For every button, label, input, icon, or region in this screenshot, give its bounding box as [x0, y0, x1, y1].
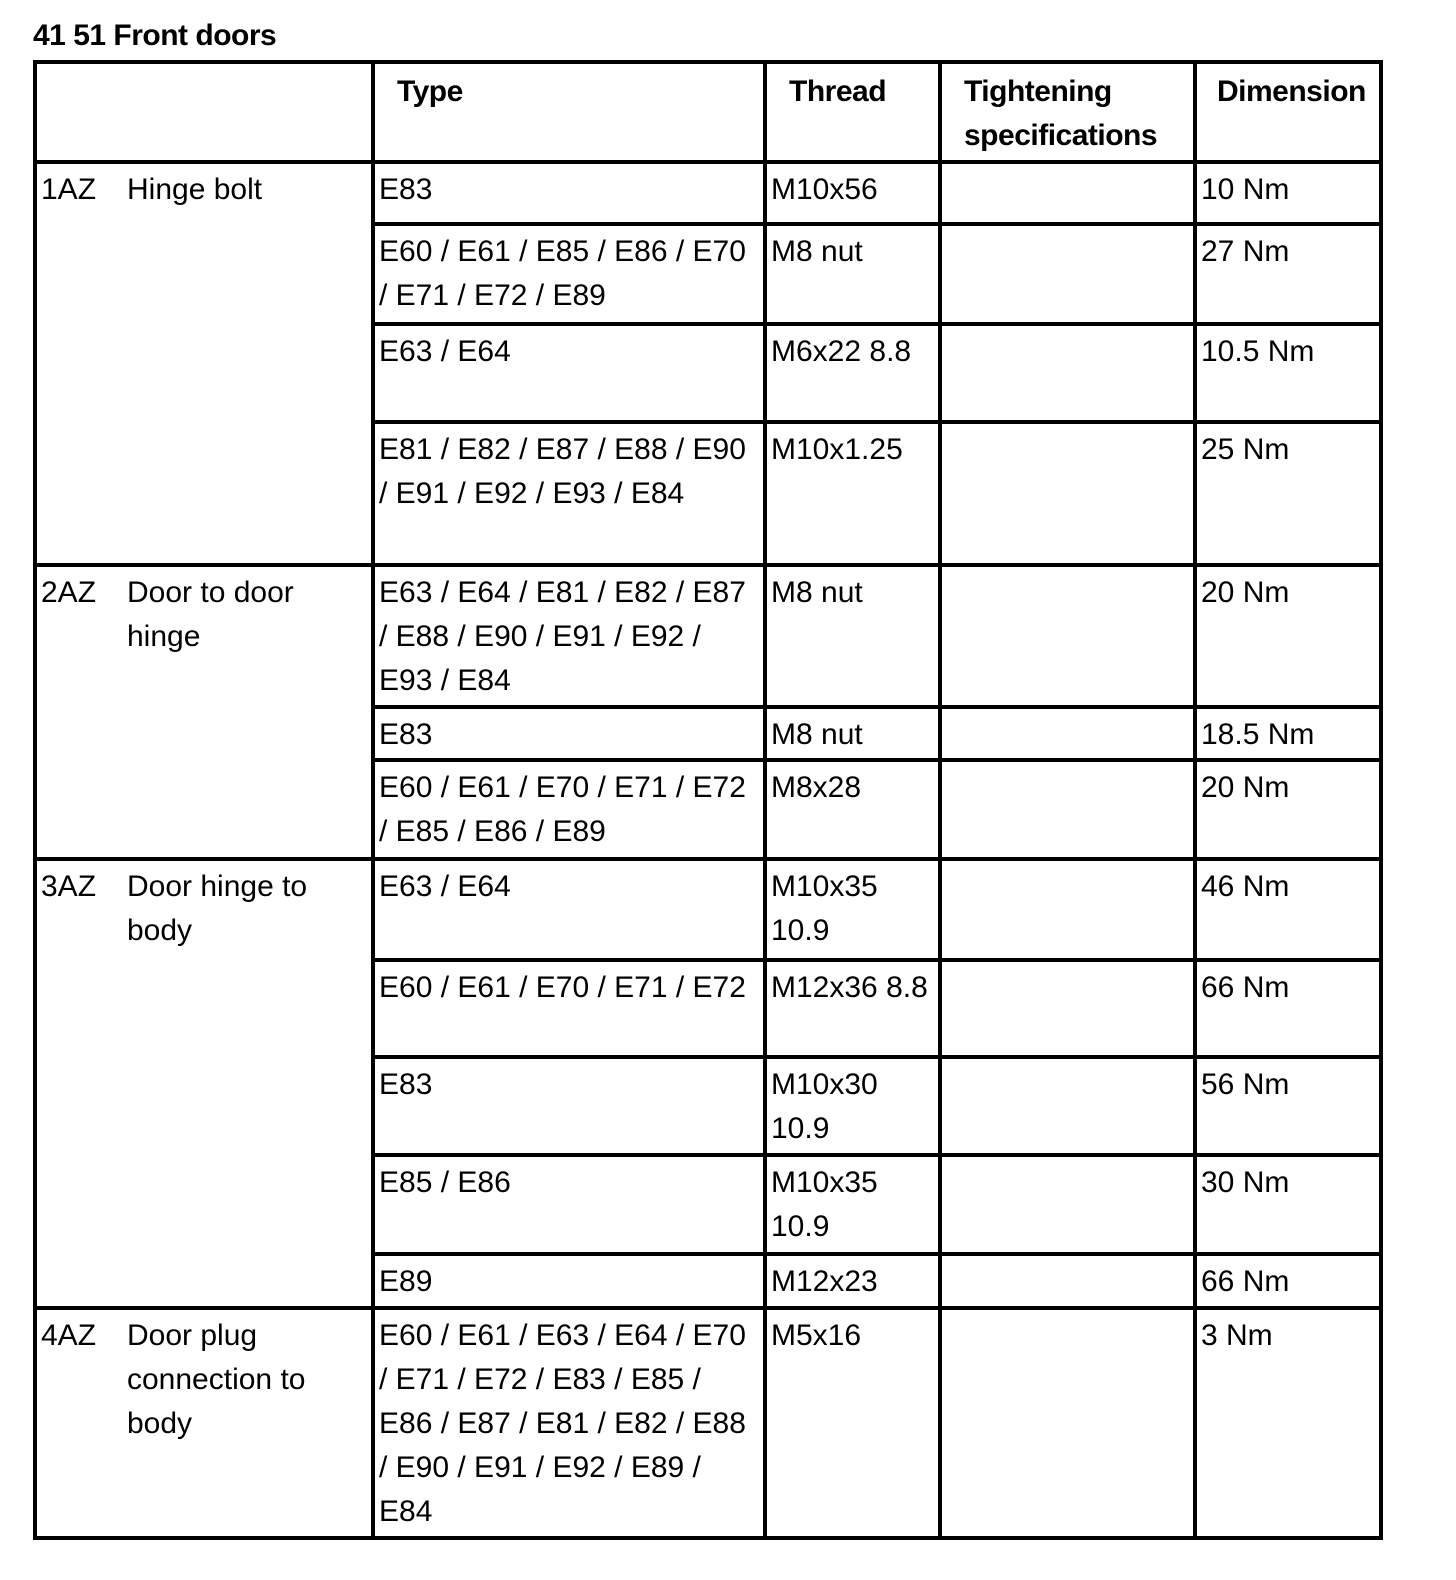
table-body	[35, 162, 1381, 1538]
thread-cell: M10x56	[765, 162, 940, 224]
table-row	[35, 859, 1381, 960]
thread-cell: M10x35 10.9	[765, 859, 940, 960]
table-row	[35, 162, 1381, 224]
type-cell: E83	[373, 707, 765, 760]
tightening-cell	[940, 707, 1195, 760]
type-cell: E83	[373, 1057, 765, 1155]
dimension-cell: 20 Nm	[1195, 565, 1381, 707]
thread-cell: M12x23	[765, 1254, 940, 1308]
header-group	[35, 62, 373, 162]
type-cell: E60 / E61 / E63 / E64 / E70 / E71 / E72 / E83 / E85 / E86 / E87 / E81 / E82 / E88 / E90 / E91 / E92 / E89 / E84	[373, 1308, 765, 1538]
dimension-cell: 66 Nm	[1195, 1254, 1381, 1308]
thread-cell: M8 nut	[765, 707, 940, 760]
type-cell: E85 / E86	[373, 1155, 765, 1254]
thread-cell: M10x30 10.9	[765, 1057, 940, 1155]
table-row	[35, 565, 1381, 707]
group-cell	[35, 859, 373, 1308]
group-cell	[35, 162, 373, 565]
group-label	[41, 865, 367, 953]
type-cell: E63 / E64 / E81 / E82 / E87 / E88 / E90 / E91 / E92 / E93 / E84	[373, 565, 765, 707]
type-cell: E83	[373, 162, 765, 224]
group-label	[41, 571, 367, 659]
dimension-cell: 56 Nm	[1195, 1057, 1381, 1155]
tightening-cell	[940, 1308, 1195, 1538]
dimension-cell: 25 Nm	[1195, 422, 1381, 565]
torque-spec-table	[33, 60, 1383, 1540]
group-code: 3AZ	[41, 870, 97, 903]
type-cell: E89	[373, 1254, 765, 1308]
dimension-cell: 66 Nm	[1195, 960, 1381, 1057]
dimension-cell: 18.5 Nm	[1195, 707, 1381, 760]
dimension-cell: 30 Nm	[1195, 1155, 1381, 1254]
header-type: Type	[373, 62, 765, 162]
table-header	[35, 62, 1381, 162]
group-description: Door to door hinge	[127, 576, 294, 653]
type-cell: E63 / E64	[373, 859, 765, 960]
table-row	[35, 1308, 1381, 1538]
thread-cell: M6x22 8.8	[765, 324, 940, 422]
dimension-cell: 10.5 Nm	[1195, 324, 1381, 422]
group-cell	[35, 565, 373, 859]
tightening-cell	[940, 162, 1195, 224]
thread-cell: M8 nut	[765, 224, 940, 324]
group-label	[41, 1314, 367, 1446]
tightening-cell	[940, 565, 1195, 707]
tightening-cell	[940, 760, 1195, 859]
group-description: Hinge bolt	[127, 173, 263, 206]
type-cell: E60 / E61 / E70 / E71 / E72	[373, 960, 765, 1057]
tightening-cell	[940, 960, 1195, 1057]
thread-cell: M12x36 8.8	[765, 960, 940, 1057]
thread-cell: M10x35 10.9	[765, 1155, 940, 1254]
header-thread: Thread	[765, 62, 940, 162]
thread-cell: M10x1.25	[765, 422, 940, 565]
type-cell: E60 / E61 / E85 / E86 / E70 / E71 / E72 / E89	[373, 224, 765, 324]
header-row	[35, 62, 1381, 162]
tightening-cell	[940, 324, 1195, 422]
dimension-cell: 3 Nm	[1195, 1308, 1381, 1538]
type-cell: E81 / E82 / E87 / E88 / E90 / E91 / E92 / E93 / E84	[373, 422, 765, 565]
group-description: Door plug connection to body	[127, 1319, 306, 1440]
tightening-cell	[940, 422, 1195, 565]
group-label	[41, 168, 367, 212]
tightening-cell	[940, 1155, 1195, 1254]
dimension-cell: 20 Nm	[1195, 760, 1381, 859]
group-code: 1AZ	[41, 173, 97, 206]
type-cell: E63 / E64	[373, 324, 765, 422]
thread-cell: M8x28	[765, 760, 940, 859]
group-description: Door hinge to body	[127, 870, 308, 947]
tightening-cell	[940, 1254, 1195, 1308]
type-cell: E60 / E61 / E70 / E71 / E72 / E85 / E86 / E89	[373, 760, 765, 859]
header-tightening: Tightening specifications	[940, 62, 1195, 162]
thread-cell: M8 nut	[765, 565, 940, 707]
tightening-cell	[940, 1057, 1195, 1155]
group-cell	[35, 1308, 373, 1538]
page-title: 41 51 Front doors	[33, 19, 277, 52]
header-dimension: Dimension	[1195, 62, 1381, 162]
tightening-cell	[940, 224, 1195, 324]
group-code: 4AZ	[41, 1319, 97, 1352]
group-code: 2AZ	[41, 576, 97, 609]
thread-cell: M5x16	[765, 1308, 940, 1538]
dimension-cell: 10 Nm	[1195, 162, 1381, 224]
tightening-cell	[940, 859, 1195, 960]
dimension-cell: 46 Nm	[1195, 859, 1381, 960]
dimension-cell: 27 Nm	[1195, 224, 1381, 324]
